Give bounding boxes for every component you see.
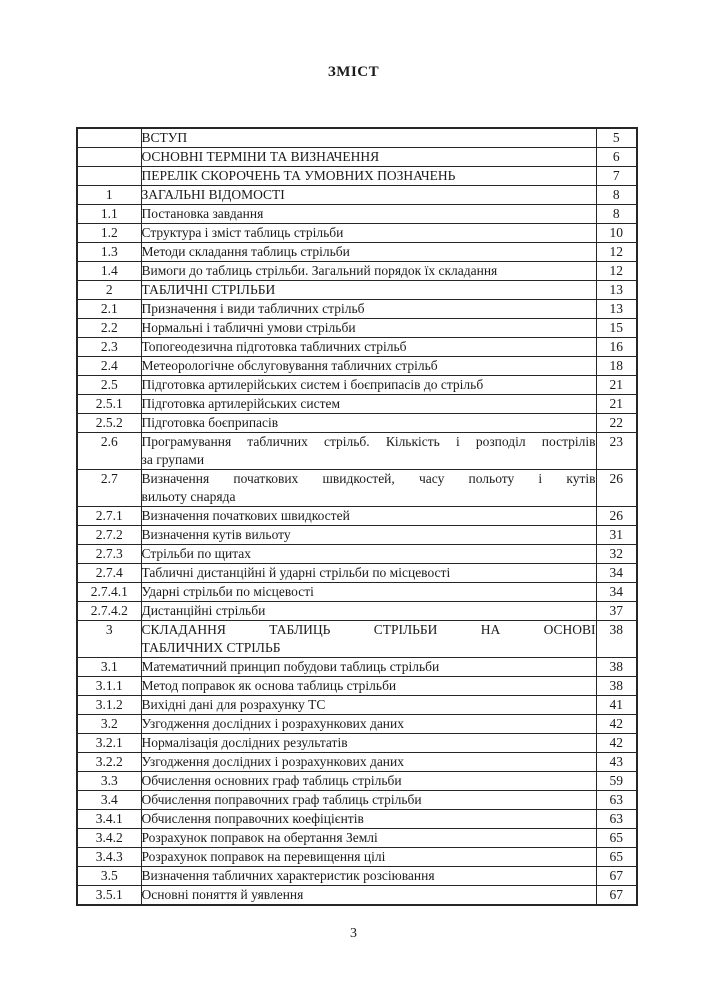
table-row [77, 696, 637, 715]
table-row [77, 300, 637, 319]
toc-row-number: 2.5 [77, 376, 141, 395]
toc-row-page: 5 [596, 128, 637, 148]
toc-row-title: Обчислення поправочних коефіцієнтів [141, 810, 596, 829]
toc-row-number: 2.7.4 [77, 564, 141, 583]
table-row [77, 167, 637, 186]
toc-row-page: 42 [596, 734, 637, 753]
toc-row-title: Розрахунок поправок на обертання Землі [141, 829, 596, 848]
table-row [77, 658, 637, 677]
toc-row-title: ПЕРЕЛІК СКОРОЧЕНЬ ТА УМОВНИХ ПОЗНАЧЕНЬ [141, 167, 596, 186]
toc-row-page: 59 [596, 772, 637, 791]
table-row [77, 583, 637, 602]
page-title: ЗМІСТ [327, 64, 380, 80]
toc-row-title: Нормалізація дослідних результатів [141, 734, 596, 753]
toc-row-number: 3.4 [77, 791, 141, 810]
toc-row-page: 21 [596, 395, 637, 414]
toc-row-page: 43 [596, 753, 637, 772]
toc-row-page: 37 [596, 602, 637, 621]
toc-row-number [77, 148, 141, 167]
table-row [77, 526, 637, 545]
toc-row-page: 67 [596, 867, 637, 886]
toc-title-line: Програмування табличних стрільб. Кількість і розподіл пострілів [141, 434, 596, 449]
toc-row-number: 2.7.4.2 [77, 602, 141, 621]
toc-row-page: 16 [596, 338, 637, 357]
toc-row-title: Узгодження дослідних і розрахункових даних [141, 753, 596, 772]
toc-title-line: вильоту снаряда [141, 489, 236, 504]
toc-row-number [77, 167, 141, 186]
toc-row-title: Метод поправок як основа таблиць стрільби [141, 677, 596, 696]
toc-row-title: Обчислення поправочних граф таблиць стрільби [141, 791, 596, 810]
toc-row-title: Дистанційні стрільби [141, 602, 596, 621]
toc-row-title: ТАБЛИЧНІ СТРІЛЬБИ [141, 281, 596, 300]
table-row [77, 753, 637, 772]
toc-row-title: Методи складання таблиць стрільби [141, 243, 596, 262]
toc-row-page: 42 [596, 715, 637, 734]
toc-row-number: 3.2.2 [77, 753, 141, 772]
toc-row-number: 3.3 [77, 772, 141, 791]
table-row [77, 867, 637, 886]
toc-row-number: 3.5 [77, 867, 141, 886]
toc-row-title: Підготовка артилерійських систем [141, 395, 596, 414]
toc-row-number: 1 [77, 186, 141, 205]
toc-row-title: Ударні стрільби по місцевості [141, 583, 596, 602]
toc-row-page: 31 [596, 526, 637, 545]
toc-row-page: 32 [596, 545, 637, 564]
toc-row-title: ОСНОВНІ ТЕРМІНИ ТА ВИЗНАЧЕННЯ [141, 148, 596, 167]
toc-row-title: Табличні дистанційні й ударні стрільби по місцевості [141, 564, 596, 583]
table-row [77, 848, 637, 867]
toc-row-number [77, 128, 141, 148]
table-row [77, 376, 637, 395]
toc-row-page: 65 [596, 829, 637, 848]
toc-row-page: 7 [596, 167, 637, 186]
toc-row-title [141, 470, 596, 507]
page-number: 3 [350, 926, 357, 941]
table-row [77, 810, 637, 829]
toc-row-number: 3 [77, 621, 141, 658]
toc-row-title: Розрахунок поправок на перевищення цілі [141, 848, 596, 867]
toc-row-page: 23 [596, 433, 637, 470]
table-row [77, 772, 637, 791]
toc-row-number: 3.5.1 [77, 886, 141, 906]
table-row [77, 319, 637, 338]
table-row [77, 148, 637, 167]
table-row [77, 395, 637, 414]
toc-row-number: 2 [77, 281, 141, 300]
toc-row-page: 63 [596, 791, 637, 810]
toc-row-number: 2.5.2 [77, 414, 141, 433]
toc-row-number: 3.2 [77, 715, 141, 734]
toc-row-number: 2.6 [77, 433, 141, 470]
toc-table-body [77, 128, 637, 905]
toc-row-number: 2.7 [77, 470, 141, 507]
toc-row-page: 6 [596, 148, 637, 167]
table-row [77, 470, 637, 507]
table-row [77, 677, 637, 696]
toc-row-page: 10 [596, 224, 637, 243]
toc-row-page: 26 [596, 507, 637, 526]
table-row [77, 564, 637, 583]
table-row [77, 338, 637, 357]
toc-row-title: Стрільби по щитах [141, 545, 596, 564]
toc-row-number: 2.5.1 [77, 395, 141, 414]
toc-row-number: 3.1.2 [77, 696, 141, 715]
table-row [77, 205, 637, 224]
toc-row-number: 1.1 [77, 205, 141, 224]
toc-row-number: 3.4.2 [77, 829, 141, 848]
table-row [77, 734, 637, 753]
table-row [77, 715, 637, 734]
toc-title-line: СКЛАДАННЯ ТАБЛИЦЬ СТРІЛЬБИ НА ОСНОВІ [141, 622, 596, 637]
table-row [77, 791, 637, 810]
toc-row-number: 2.7.1 [77, 507, 141, 526]
table-row [77, 224, 637, 243]
toc-row-title: ЗАГАЛЬНІ ВІДОМОСТІ [141, 186, 596, 205]
table-row [77, 545, 637, 564]
toc-row-number: 2.1 [77, 300, 141, 319]
toc-row-page: 13 [596, 281, 637, 300]
toc-row-title: Визначення табличних характеристик розсіювання [141, 867, 596, 886]
toc-row-title: Математичний принцип побудови таблиць стрільби [141, 658, 596, 677]
toc-row-title: Топогеодезична підготовка табличних стрільб [141, 338, 596, 357]
toc-row-number: 3.1 [77, 658, 141, 677]
toc-row-page: 8 [596, 186, 637, 205]
toc-row-number: 2.4 [77, 357, 141, 376]
toc-row-page: 38 [596, 621, 637, 658]
toc-row-number: 1.2 [77, 224, 141, 243]
toc-row-title: Призначення і види табличних стрільб [141, 300, 596, 319]
toc-row-title: Визначення кутів вильоту [141, 526, 596, 545]
toc-row-page: 21 [596, 376, 637, 395]
table-row [77, 621, 637, 658]
toc-row-page: 67 [596, 886, 637, 906]
toc-row-page: 34 [596, 564, 637, 583]
toc-row-number: 2.3 [77, 338, 141, 357]
table-row [77, 433, 637, 470]
toc-row-title: Визначення початкових швидкостей [141, 507, 596, 526]
toc-row-number: 2.7.3 [77, 545, 141, 564]
toc-row-page: 15 [596, 319, 637, 338]
toc-row-page: 12 [596, 243, 637, 262]
table-row [77, 243, 637, 262]
toc-row-title: ВСТУП [141, 128, 596, 148]
toc-row-page: 18 [596, 357, 637, 376]
toc-row-title: Структура і зміст таблиць стрільби [141, 224, 596, 243]
toc-title-line: за групами [141, 452, 205, 467]
toc-row-number: 1.4 [77, 262, 141, 281]
toc-row-page: 38 [596, 677, 637, 696]
toc-row-title: Підготовка артилерійських систем і боєприпасів до стрільб [141, 376, 596, 395]
toc-title-line: ТАБЛИЧНИХ СТРІЛЬБ [141, 640, 281, 655]
toc-row-number: 3.4.1 [77, 810, 141, 829]
toc-row-title: Узгодження дослідних і розрахункових даних [141, 715, 596, 734]
toc-row-number: 3.4.3 [77, 848, 141, 867]
toc-row-title: Обчислення основних граф таблиць стрільби [141, 772, 596, 791]
table-row [77, 507, 637, 526]
table-row [77, 262, 637, 281]
toc-row-page: 26 [596, 470, 637, 507]
toc-row-number: 2.7.4.1 [77, 583, 141, 602]
toc-row-title: Підготовка боєприпасів [141, 414, 596, 433]
toc-row-page: 8 [596, 205, 637, 224]
table-row [77, 829, 637, 848]
table-row [77, 414, 637, 433]
toc-row-page: 41 [596, 696, 637, 715]
toc-row-page: 38 [596, 658, 637, 677]
toc-row-number: 2.2 [77, 319, 141, 338]
toc-row-title [141, 433, 596, 470]
toc-row-number: 1.3 [77, 243, 141, 262]
table-row [77, 357, 637, 376]
toc-row-title: Постановка завдання [141, 205, 596, 224]
table-row [77, 281, 637, 300]
table-row [77, 602, 637, 621]
toc-row-page: 22 [596, 414, 637, 433]
toc-row-number: 3.2.1 [77, 734, 141, 753]
toc-row-title [141, 621, 596, 658]
toc-row-page: 13 [596, 300, 637, 319]
toc-row-number: 3.1.1 [77, 677, 141, 696]
table-row [77, 186, 637, 205]
table-row [77, 128, 637, 148]
table-row [77, 886, 637, 906]
toc-table [76, 127, 638, 906]
toc-row-page: 34 [596, 583, 637, 602]
toc-row-title: Вихідні дані для розрахунку ТС [141, 696, 596, 715]
toc-row-title: Основні поняття й уявлення [141, 886, 596, 906]
toc-row-title: Вимоги до таблиць стрільби. Загальний порядок їх складання [141, 262, 596, 281]
toc-title-line: Визначення початкових швидкостей, часу польоту і кутів [141, 471, 596, 486]
toc-row-title: Метеорологічне обслуговування табличних стрільб [141, 357, 596, 376]
toc-row-page: 12 [596, 262, 637, 281]
toc-row-page: 63 [596, 810, 637, 829]
toc-row-title: Нормальні і табличні умови стрільби [141, 319, 596, 338]
toc-row-page: 65 [596, 848, 637, 867]
toc-row-number: 2.7.2 [77, 526, 141, 545]
